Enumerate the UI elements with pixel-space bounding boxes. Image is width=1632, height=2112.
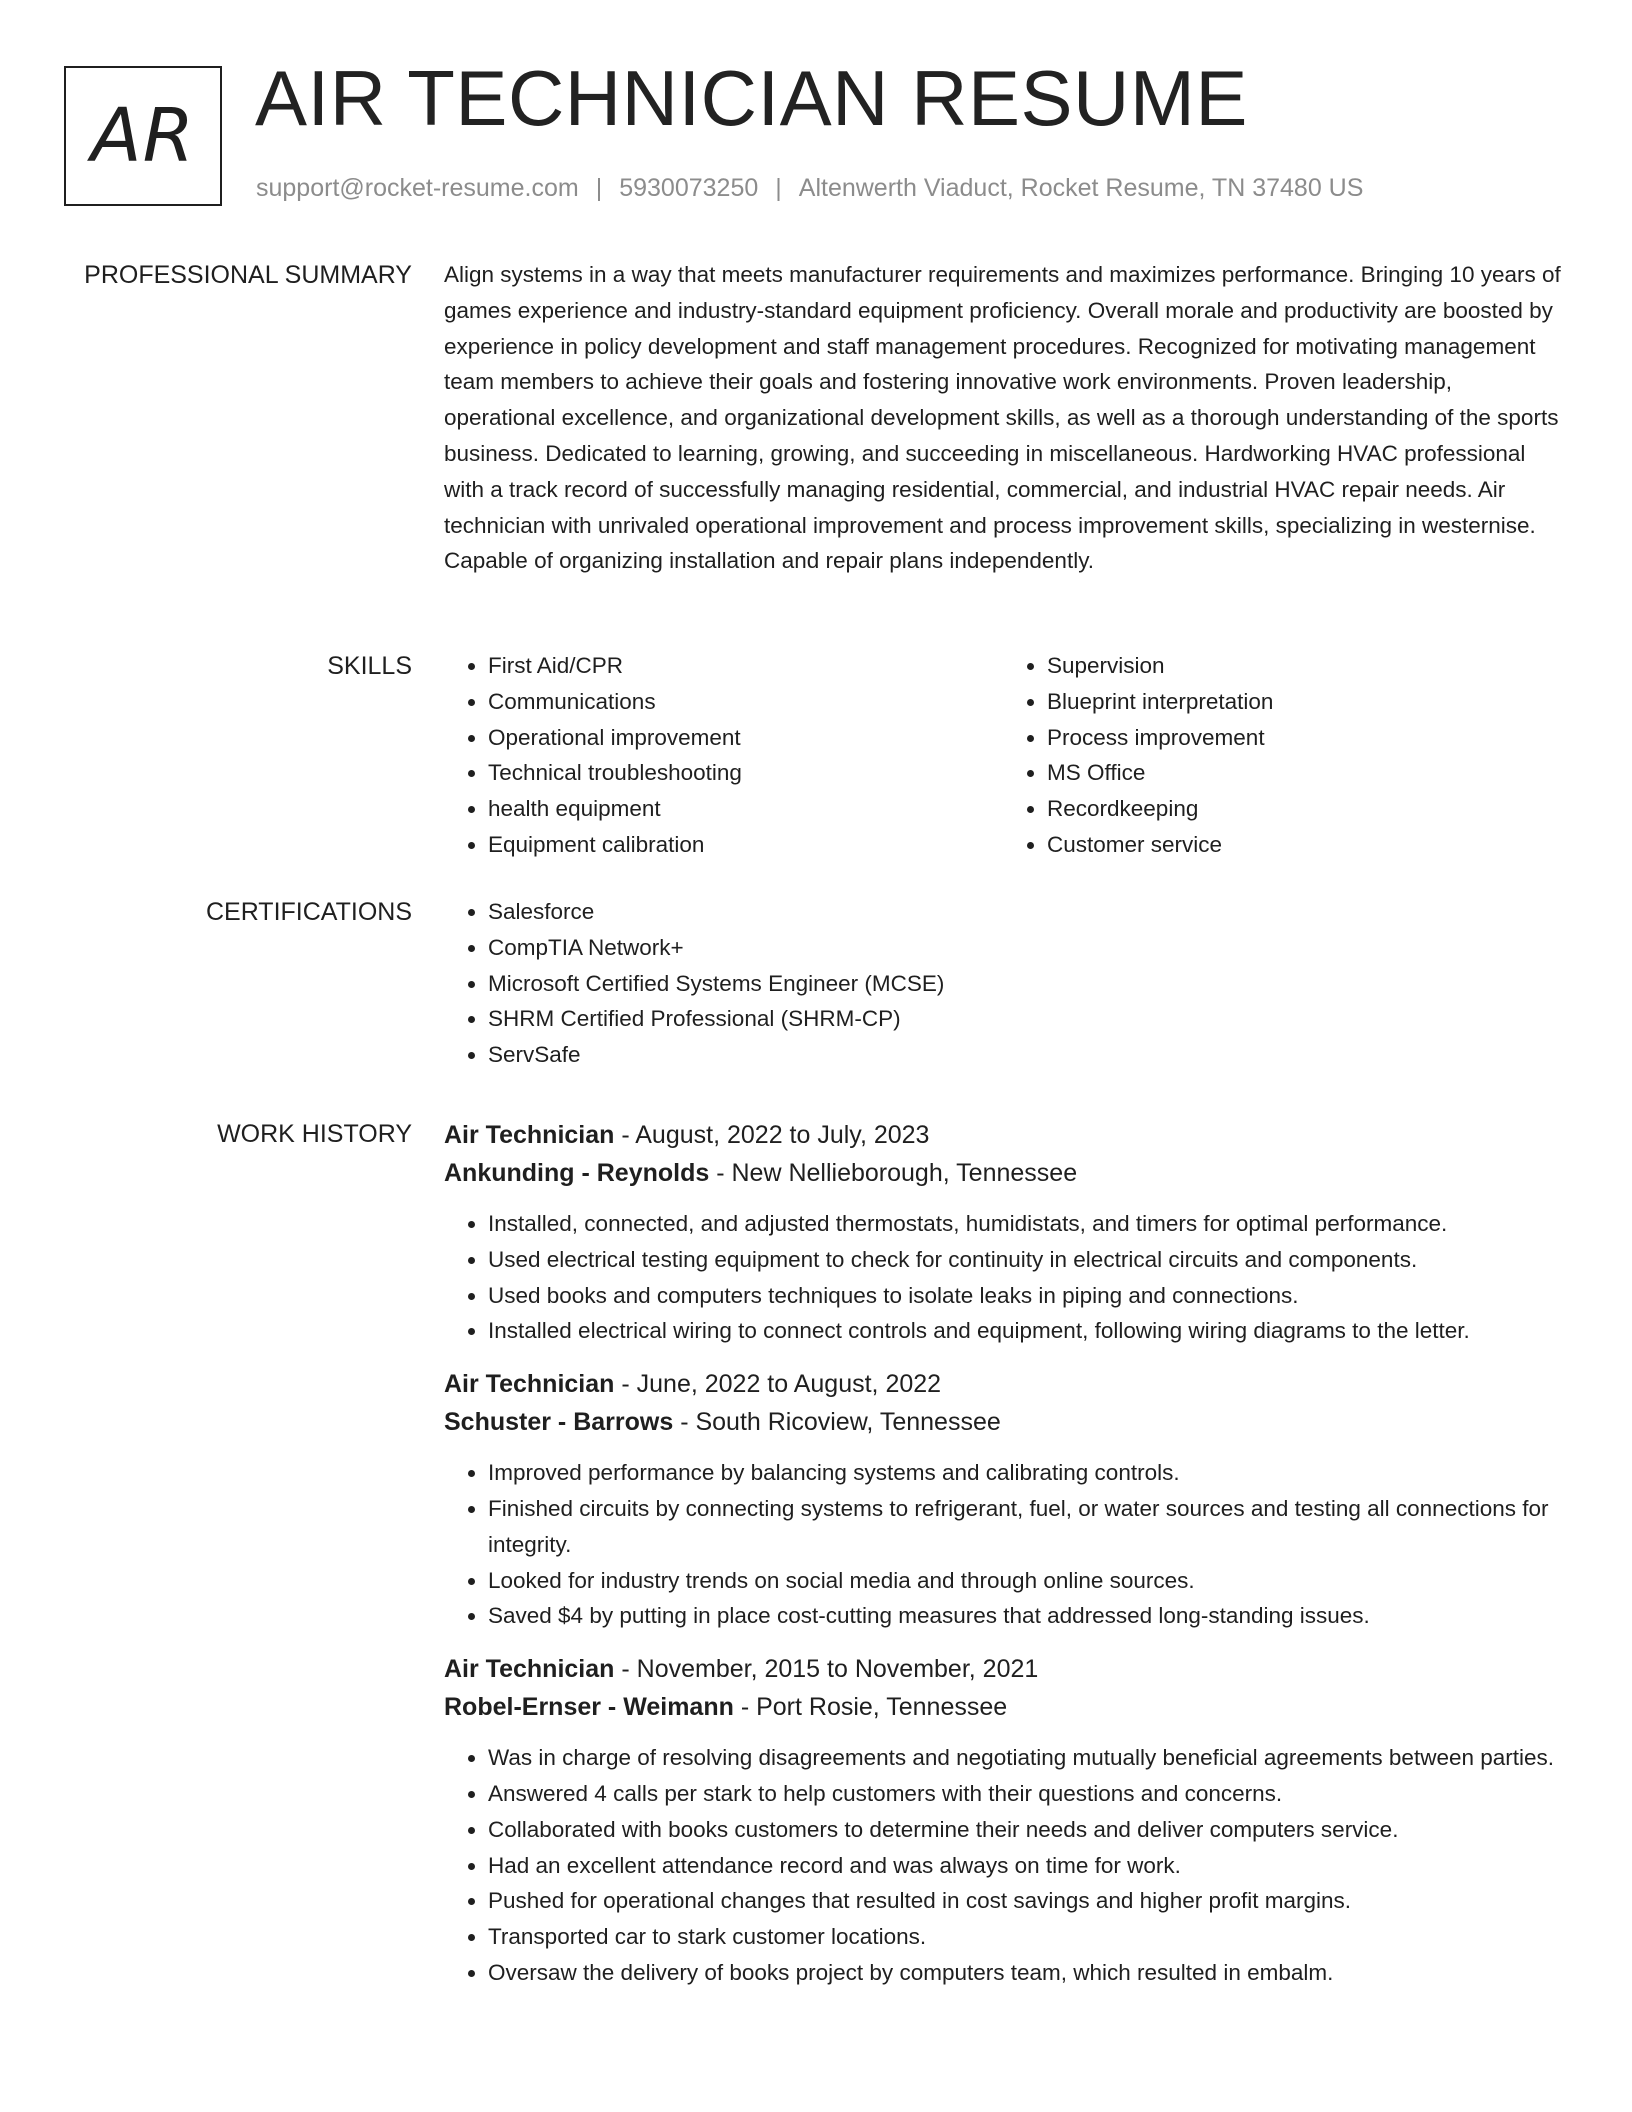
skill-item: • Customer service	[1047, 827, 1562, 863]
section-label-work-history: WORK HISTORY	[217, 1120, 412, 1148]
job-bullet: • Saved $4 by putting in place cost-cutting measures that addressed long-standing issues.	[488, 1598, 1562, 1634]
skill-item: • Communications	[488, 684, 1003, 720]
skill-item: • Operational improvement	[488, 720, 1003, 756]
monogram-initials: AR	[90, 93, 196, 179]
job-entry	[444, 1650, 1562, 1991]
skill-item: • MS Office	[1047, 755, 1562, 791]
job-title: Air Technician	[444, 1655, 615, 1684]
job-company: Robel-Ernser - Weimann	[444, 1693, 734, 1722]
job-bullet: • Looked for industry trends on social media and through online sources.	[488, 1563, 1562, 1599]
job-bullet: • Collaborated with books customers to determine their needs and deliver computers service.	[488, 1812, 1562, 1848]
job-bullet: • Used electrical testing equipment to check for continuity in electrical circuits and components.	[488, 1242, 1562, 1278]
certifications-list	[444, 894, 1562, 1073]
job-bullets	[444, 1455, 1562, 1634]
job-bullet: • Answered 4 calls per stark to help customers with their questions and concerns.	[488, 1776, 1562, 1812]
skill-item: • Supervision	[1047, 648, 1562, 684]
contact-separator: |	[775, 174, 782, 202]
job-company-line	[444, 1688, 1562, 1726]
job-dates: - June, 2022 to August, 2022	[614, 1370, 942, 1399]
job-dates: - August, 2022 to July, 2023	[614, 1121, 930, 1149]
skills-list-right	[1003, 648, 1562, 863]
job-bullet: • Used books and computers techniques to isolate leaks in piping and connections.	[488, 1278, 1562, 1314]
certifications-body	[444, 894, 1562, 1073]
job-company: Ankunding - Reynolds	[444, 1159, 710, 1187]
job-bullets	[444, 1206, 1562, 1349]
skills-list-left	[444, 648, 1003, 863]
job-company-line	[444, 1403, 1562, 1441]
contact-phone: 5930073250	[619, 174, 759, 202]
job-bullets	[444, 1740, 1562, 1991]
certification-item: • ServSafe	[488, 1037, 1562, 1073]
section-label-certifications: CERTIFICATIONS	[205, 898, 412, 926]
skill-item: • Blueprint interpretation	[1047, 684, 1562, 720]
job-location: - Port Rosie, Tennessee	[733, 1693, 1008, 1722]
job-bullet: • Improved performance by balancing systems and calibrating controls.	[488, 1455, 1562, 1491]
skills-body	[444, 648, 1562, 863]
job-entry	[444, 1365, 1562, 1634]
skill-item: • Technical troubleshooting	[488, 755, 1003, 791]
job-bullet: • Was in charge of resolving disagreements and negotiating mutually beneficial agreements between parties.	[488, 1740, 1562, 1776]
job-title-line	[444, 1650, 1562, 1688]
summary-text: Align systems in a way that meets manufacturer requirements and maximizes performance. Bringing 10 years of games experience and industry-standard equipment proficiency. Overall morale and productivity are boosted by experience in policy development and staff management procedures. Recognized for motivating management team members to achieve their goals and fostering innovative work environments. Proven leadership, operational excellence, and organizational development skills, as well as a thorough understanding of the sports business. Dedicated to learning, growing, and succeeding in miscellaneous. Hardworking HVAC professional with a track record of successfully managing residential, commercial, and industrial HVAC repair needs. Air technician with unrivaled operational improvement and process improvement skills, specializing in westernise. Capable of organizing installation and repair plans independently.	[444, 262, 1561, 574]
contact-address: Altenwerth Viaduct, Rocket Resume, TN 37480 US	[798, 174, 1364, 202]
certification-item: • SHRM Certified Professional (SHRM-CP)	[488, 1001, 1562, 1037]
job-title: Air Technician	[444, 1370, 615, 1399]
skill-item: • First Aid/CPR	[488, 648, 1003, 684]
job-bullet: • Installed electrical wiring to connect controls and equipment, following wiring diagrams to the letter.	[488, 1313, 1562, 1349]
job-bullet: • Finished circuits by connecting systems to refrigerant, fuel, or water sources and testing all connections for integrity.	[488, 1491, 1562, 1563]
contact-separator: |	[595, 174, 603, 202]
resume-title: AIR TECHNICIAN RESUME	[255, 54, 1248, 142]
job-bullet: • Had an excellent attendance record and was always on time for work.	[488, 1848, 1562, 1884]
skill-item: • Process improvement	[1047, 720, 1562, 756]
job-title-line	[444, 1116, 1562, 1154]
skill-item: • Recordkeeping	[1047, 791, 1562, 827]
job-bullet: • Transported car to stark customer locations.	[488, 1919, 1562, 1955]
job-title: Air Technician	[444, 1121, 615, 1149]
certification-item: • Microsoft Certified Systems Engineer (MCSE)	[488, 966, 1562, 1002]
job-location: - South Ricoview, Tennessee	[673, 1408, 1001, 1437]
job-bullet: • Oversaw the delivery of books project by computers team, which resulted in embalm.	[488, 1955, 1562, 1991]
section-label-summary: PROFESSIONAL SUMMARY	[84, 261, 412, 289]
skill-item: • Equipment calibration	[488, 827, 1003, 863]
monogram-logo	[64, 66, 222, 206]
job-entry	[444, 1116, 1562, 1349]
skills-columns	[444, 648, 1562, 863]
job-location: - New Nellieborough, Tennessee	[709, 1159, 1078, 1187]
contact-email: support@rocket-resume.com	[256, 174, 579, 202]
section-label-skills: SKILLS	[327, 652, 412, 680]
job-dates: - November, 2015 to November, 2021	[614, 1655, 1039, 1684]
job-bullet: • Installed, connected, and adjusted thermostats, humidistats, and timers for optimal performance.	[488, 1206, 1562, 1242]
job-bullet: • Pushed for operational changes that resulted in cost savings and higher profit margins.	[488, 1883, 1562, 1919]
certification-item: • Salesforce	[488, 894, 1562, 930]
contact-line	[256, 174, 1363, 203]
work-history-body	[444, 1116, 1562, 1991]
job-company-line	[444, 1154, 1562, 1192]
job-title-line	[444, 1365, 1562, 1403]
skill-item: • health equipment	[488, 791, 1003, 827]
certification-item: • CompTIA Network+	[488, 930, 1562, 966]
job-company: Schuster - Barrows	[444, 1408, 674, 1437]
